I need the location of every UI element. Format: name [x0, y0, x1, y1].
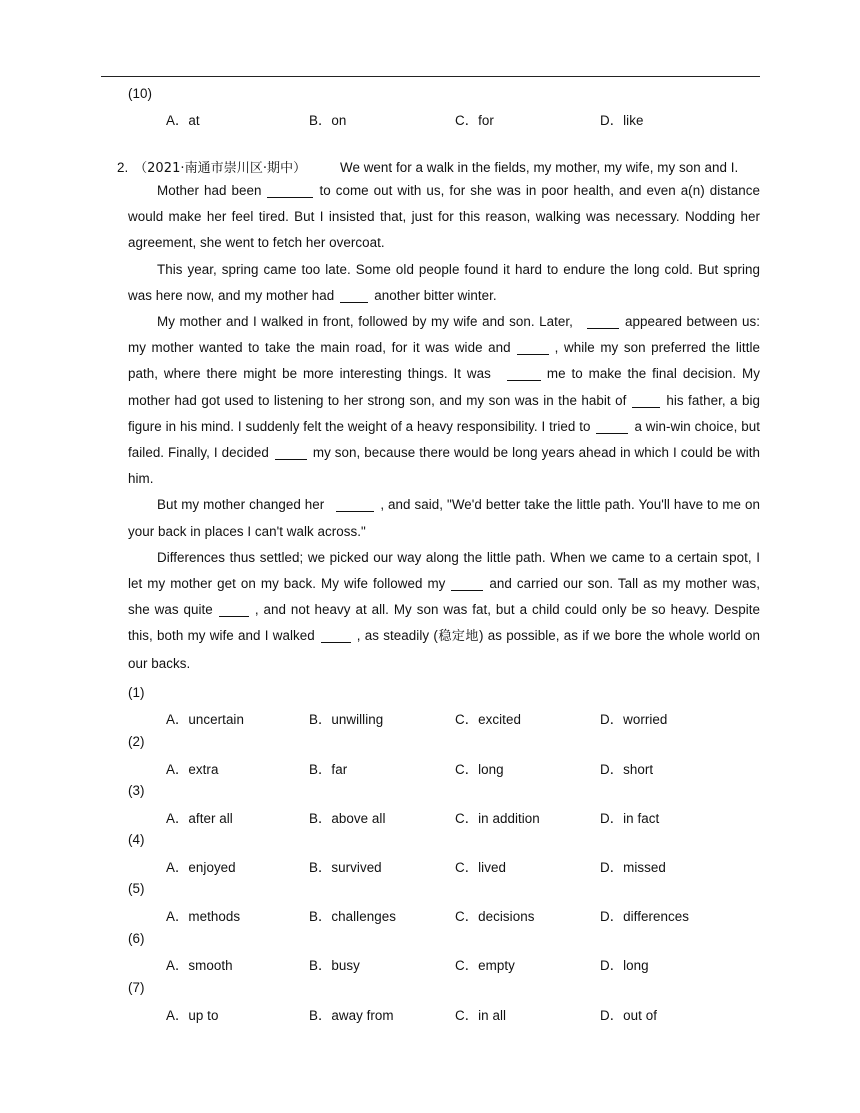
blank-7[interactable] [507, 366, 541, 381]
option-b[interactable]: B．on [309, 113, 347, 128]
option-b[interactable]: B．busy [309, 958, 360, 973]
option-c[interactable]: C．for [455, 113, 494, 128]
paragraph-4: But my mother changed her , and said, "We'd better take the little path. You'll have to me on your back in places I can't walk across." [128, 497, 760, 539]
item-number: (2) [128, 734, 145, 749]
option-c[interactable]: C．long [455, 762, 504, 777]
question-header [117, 157, 738, 176]
paragraph-1: Mother had been to come out with us, for she was in poor health, and even a(n) distance would make her feel tired. But I insisted that, just for this reason, walking was necessary. Nodding her agreement, she went to fetch her overcoat. [128, 183, 760, 251]
blank-6[interactable] [517, 340, 549, 355]
option-a[interactable]: A．after all [166, 811, 233, 826]
option-a[interactable]: A．enjoyed [166, 860, 236, 875]
first-sentence: We went for a walk in the fields, my mother, my wife, my son and I. [340, 160, 739, 175]
option-a[interactable]: A．at [166, 113, 200, 128]
item-number: (3) [128, 783, 145, 798]
option-c[interactable]: C．lived [455, 860, 506, 875]
option-b[interactable]: B．survived [309, 860, 382, 875]
option-d[interactable]: D．long [600, 958, 649, 973]
option-c[interactable]: C．in all [455, 1008, 507, 1023]
option-b[interactable]: B．away from [309, 1008, 394, 1023]
item-number: (1) [128, 685, 145, 700]
option-c[interactable]: C．decisions [455, 909, 535, 924]
item-number: (4) [128, 832, 145, 847]
blank-1[interactable] [267, 183, 313, 198]
option-b[interactable]: B．far [309, 762, 348, 777]
option-b[interactable]: B．unwilling [309, 712, 384, 727]
option-b[interactable]: B．challenges [309, 909, 396, 924]
option-c[interactable]: C．empty [455, 958, 515, 973]
option-d[interactable]: D．out of [600, 1008, 657, 1023]
question-number: 2. [117, 160, 129, 175]
option-a[interactable]: A．up to [166, 1008, 219, 1023]
option-c[interactable]: C．excited [455, 712, 521, 727]
option-a[interactable]: A．extra [166, 762, 219, 777]
option-a[interactable]: A．smooth [166, 958, 233, 973]
option-c[interactable]: C．in addition [455, 811, 540, 826]
blank-14[interactable] [219, 602, 249, 617]
item-number: (6) [128, 931, 145, 946]
blank-5[interactable] [587, 314, 619, 329]
passage [128, 178, 760, 677]
blank-8[interactable] [632, 393, 660, 408]
blank-15[interactable] [321, 628, 351, 643]
paragraph-2: This year, spring came too late. Some old people found it hard to endure the long cold. But spring was here now, and my mother had another bitter winter. [128, 261, 760, 303]
option-a[interactable]: A．uncertain [166, 712, 244, 727]
paragraph-3: My mother and I walked in front, followed by my wife and son. Later, appeared between us: my mother wanted to take the main road, for it was wide and , while my son preferred the little path, where there might be more interesting things. It was me to make the final decision. My mother had got used to listening to her strong son, and my son was in the habit of his father, a big figure in his mind. I suddenly felt the weight of a heavy responsibility. I tried to a win-win choice, but failed. Finally, I decided my son, because there would be long years ahead in which I could be with him. [128, 314, 760, 487]
header-rule [101, 76, 760, 77]
blank-11[interactable] [336, 497, 374, 512]
blank-4[interactable] [340, 288, 368, 303]
blank-13[interactable] [451, 576, 483, 591]
option-d[interactable]: D．short [600, 762, 654, 777]
option-d[interactable]: D．worried [600, 712, 668, 727]
option-b[interactable]: B．above all [309, 811, 386, 826]
blank-9[interactable] [596, 419, 628, 434]
question-source: （2021·南通市崇川区·期中） [134, 161, 307, 176]
option-d[interactable]: D．missed [600, 860, 666, 875]
option-a[interactable]: A．methods [166, 909, 241, 924]
option-d[interactable]: D．like [600, 113, 644, 128]
item-number: (7) [128, 980, 145, 995]
item-number: (5) [128, 881, 145, 896]
option-d[interactable]: D．differences [600, 909, 689, 924]
item-number: (10) [128, 86, 153, 101]
blank-10[interactable] [275, 445, 307, 460]
option-d[interactable]: D．in fact [600, 811, 660, 826]
paragraph-5: Differences thus settled; we picked our way along the little path. When we came to a certain spot, I let my mother get on my back. My wife followed my and carried our son. Tall as my mother was, she was quite , and not heavy at all. My son was fat, but a child could only be so heavy. Despite this, both my wife and I walked , as steadily (稳定地) as possible, as if we bore the whole world on our backs. [128, 549, 761, 671]
